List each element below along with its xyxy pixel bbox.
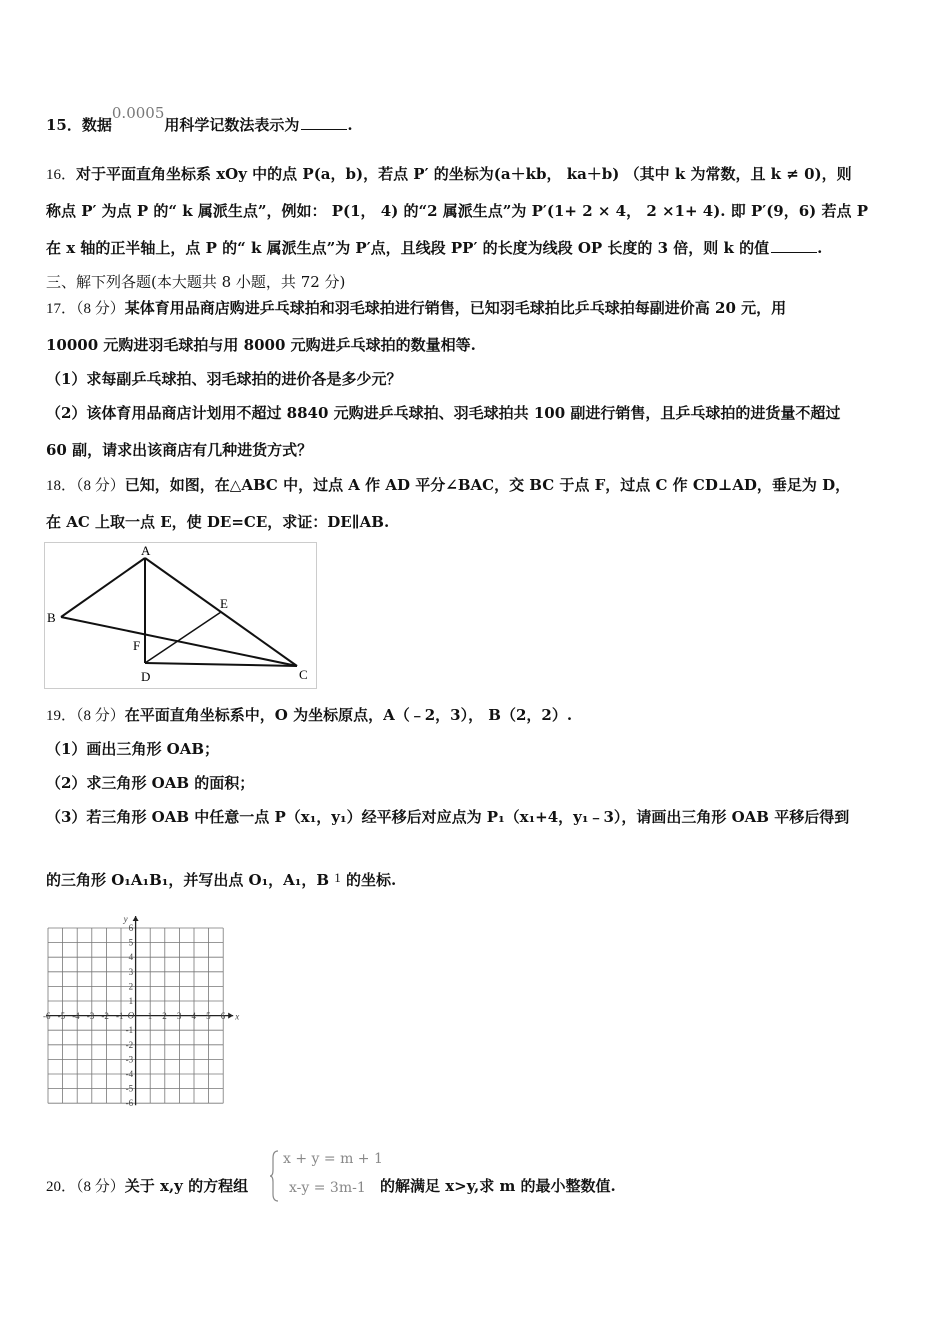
y-tick-label: 2 (128, 981, 134, 992)
q18-text1: 已知，如图，在△ABC 中，过点 A 作 AD 平分∠BAC，交 BC 于点 F，过点 C 作 CD⊥AD，垂足为 D， (124, 476, 851, 494)
q16-answer-blank (771, 238, 817, 253)
x-tick-label: -3 (86, 1011, 95, 1022)
x-tick-label: 6 (220, 1011, 226, 1022)
q17-line2: 10000 元购进羽毛球拍与用 8000 元购进乒乓球拍的数量相等. (46, 336, 476, 354)
q15-number: 15． (46, 116, 82, 134)
label-D: D (141, 669, 151, 684)
q18-line1 (46, 475, 850, 496)
q19-number: 19． (46, 708, 77, 724)
q16-line3 (46, 238, 822, 258)
q20-brace (270, 1150, 280, 1202)
x-tick-label: -4 (72, 1011, 80, 1022)
x-axis-arrow (228, 1013, 233, 1019)
q20-score: （8 分） (76, 1179, 125, 1195)
y-tick-label: 3 (128, 966, 134, 977)
y-tick-label: -3 (125, 1054, 134, 1065)
q17-part2b: 60 副，请求出该商店有几种进货方式？ (46, 441, 313, 459)
q17-text1: 某体育用品商店购进乒乓球拍和羽毛球拍进行销售，已知羽毛球拍比乒乓球拍每副进价高 20 元，用 (124, 299, 787, 317)
section-3-heading: 三、解下列各题(本大题共 8 小题，共 72 分) (46, 273, 346, 291)
y-axis-arrow (133, 916, 139, 921)
x-tick-label: 5 (206, 1011, 211, 1022)
x-tick-label: 2 (162, 1011, 167, 1022)
label-E: E (220, 596, 228, 611)
q19-part3a: （3）若三角形 OAB 中任意一点 P（x₁，y₁）经平移后对应点为 P₁（x₁+4，y₁﹣3），请画出三角形 OAB 平移后得到 (46, 808, 850, 826)
q20-eq1: x + y = m + 1 (283, 1151, 383, 1167)
q19-score: （8 分） (76, 708, 125, 724)
x-tick-label: -6 (43, 1011, 51, 1022)
q17-line1 (46, 298, 786, 319)
q16-end: . (817, 239, 823, 257)
segment-AB (61, 558, 145, 617)
q19-part1: （1）画出三角形 OAB； (46, 740, 220, 758)
q15-value: 0.0005 (111, 104, 165, 122)
y-axis-label: y (123, 914, 128, 924)
q17-part1: （1）求每副乒乓球拍、羽毛球拍的进价各是多少元？ (46, 370, 402, 388)
q20-eq2: x-y = 3m-1 (289, 1180, 366, 1196)
q20-tail: 的解满足 x>y,求 m 的最小整数值. (380, 1177, 616, 1195)
q19-text3b-end: 的坐标. (346, 871, 397, 889)
q16-text3: 在 x 轴的正半轴上，点 P 的“ k 属派生点”为 P′点，且线段 PP′ 的长度为线段 OP 长度的 3 倍，则 k 的值 (46, 239, 770, 257)
q15-end: . (347, 116, 353, 134)
x-tick-label: -2 (101, 1011, 109, 1022)
q17-number: 17． (46, 301, 77, 317)
label-A: A (141, 543, 151, 558)
q19-sub-1: 1 (334, 870, 341, 885)
q20-number: 20． (46, 1179, 77, 1195)
x-tick-label: 3 (176, 1011, 182, 1022)
label-B: B (47, 610, 56, 625)
q17-part2a: （2）该体育用品商店计划用不超过 8840 元购进乒乓球拍、羽毛球拍共 100 副进行销售，且乒乓球拍的进货量不超过 (46, 404, 841, 422)
q15-line (46, 104, 353, 135)
q19-part2: （2）求三角形 OAB 的面积； (46, 774, 255, 792)
q19-text1: 在平面直角坐标系中，O 为坐标原点，A（﹣2，3）， B（2，2）. (124, 706, 573, 724)
x-axis-label: x (235, 1011, 240, 1022)
q19-text3b: 的三角形 O₁A₁B₁，并写出点 O₁，A₁，B (46, 871, 330, 889)
y-tick-label: -5 (125, 1083, 134, 1094)
q18-number: 18． (46, 478, 77, 494)
label-F: F (133, 638, 141, 653)
q18-line2: 在 AC 上取一点 E，使 DE=CE，求证：DE∥AB. (46, 513, 390, 531)
origin-label: O (127, 1010, 135, 1021)
q20-line (46, 1176, 248, 1197)
q18-triangle-figure (44, 542, 318, 690)
y-tick-label: 4 (128, 952, 134, 963)
figure-border (45, 543, 317, 689)
x-tick-label: -1 (116, 1011, 124, 1022)
q15-tail: 用科学记数法表示为 (164, 116, 300, 134)
q16-text1: 对于平面直角坐标系 xOy 中的点 P(a，b)，若点 P′ 的坐标为(a＋kb， ka＋b) （其中 k 为常数，且 k ≠ 0)，则 (76, 165, 852, 183)
q16-line1 (46, 164, 852, 185)
x-tick-label: 1 (147, 1011, 153, 1022)
q16-line2: 称点 P′ 为点 P 的“ k 属派生点”，例如： P(1， 4) 的“2 属派生点”为 P′(1+ 2 × 4， 2 ×1+ 4). 即 P′(9，6) 若点 P (46, 202, 868, 220)
x-tick-label: 4 (191, 1011, 196, 1022)
y-tick-label: -4 (125, 1069, 134, 1079)
q18-score: （8 分） (76, 478, 125, 494)
y-tick-label: -2 (125, 1039, 134, 1050)
label-C: C (299, 667, 308, 682)
y-tick-label: -1 (125, 1025, 134, 1036)
q20-lead: 关于 x,y 的方程组 (124, 1177, 249, 1195)
q19-coordinate-grid[interactable] (44, 908, 240, 1122)
y-tick-label: -6 (125, 1098, 134, 1109)
q16-number: 16． (46, 167, 77, 183)
y-tick-label: 5 (128, 937, 134, 948)
q19-line1 (46, 705, 572, 726)
q15-answer-blank (301, 115, 347, 130)
q15-lead: 数据 (81, 116, 112, 134)
y-tick-label: 6 (128, 923, 134, 933)
segment-DC (145, 663, 297, 666)
q19-part3b (46, 870, 396, 891)
x-tick-label: -5 (57, 1011, 66, 1022)
y-tick-label: 1 (128, 996, 134, 1006)
q17-score: （8 分） (76, 301, 125, 317)
